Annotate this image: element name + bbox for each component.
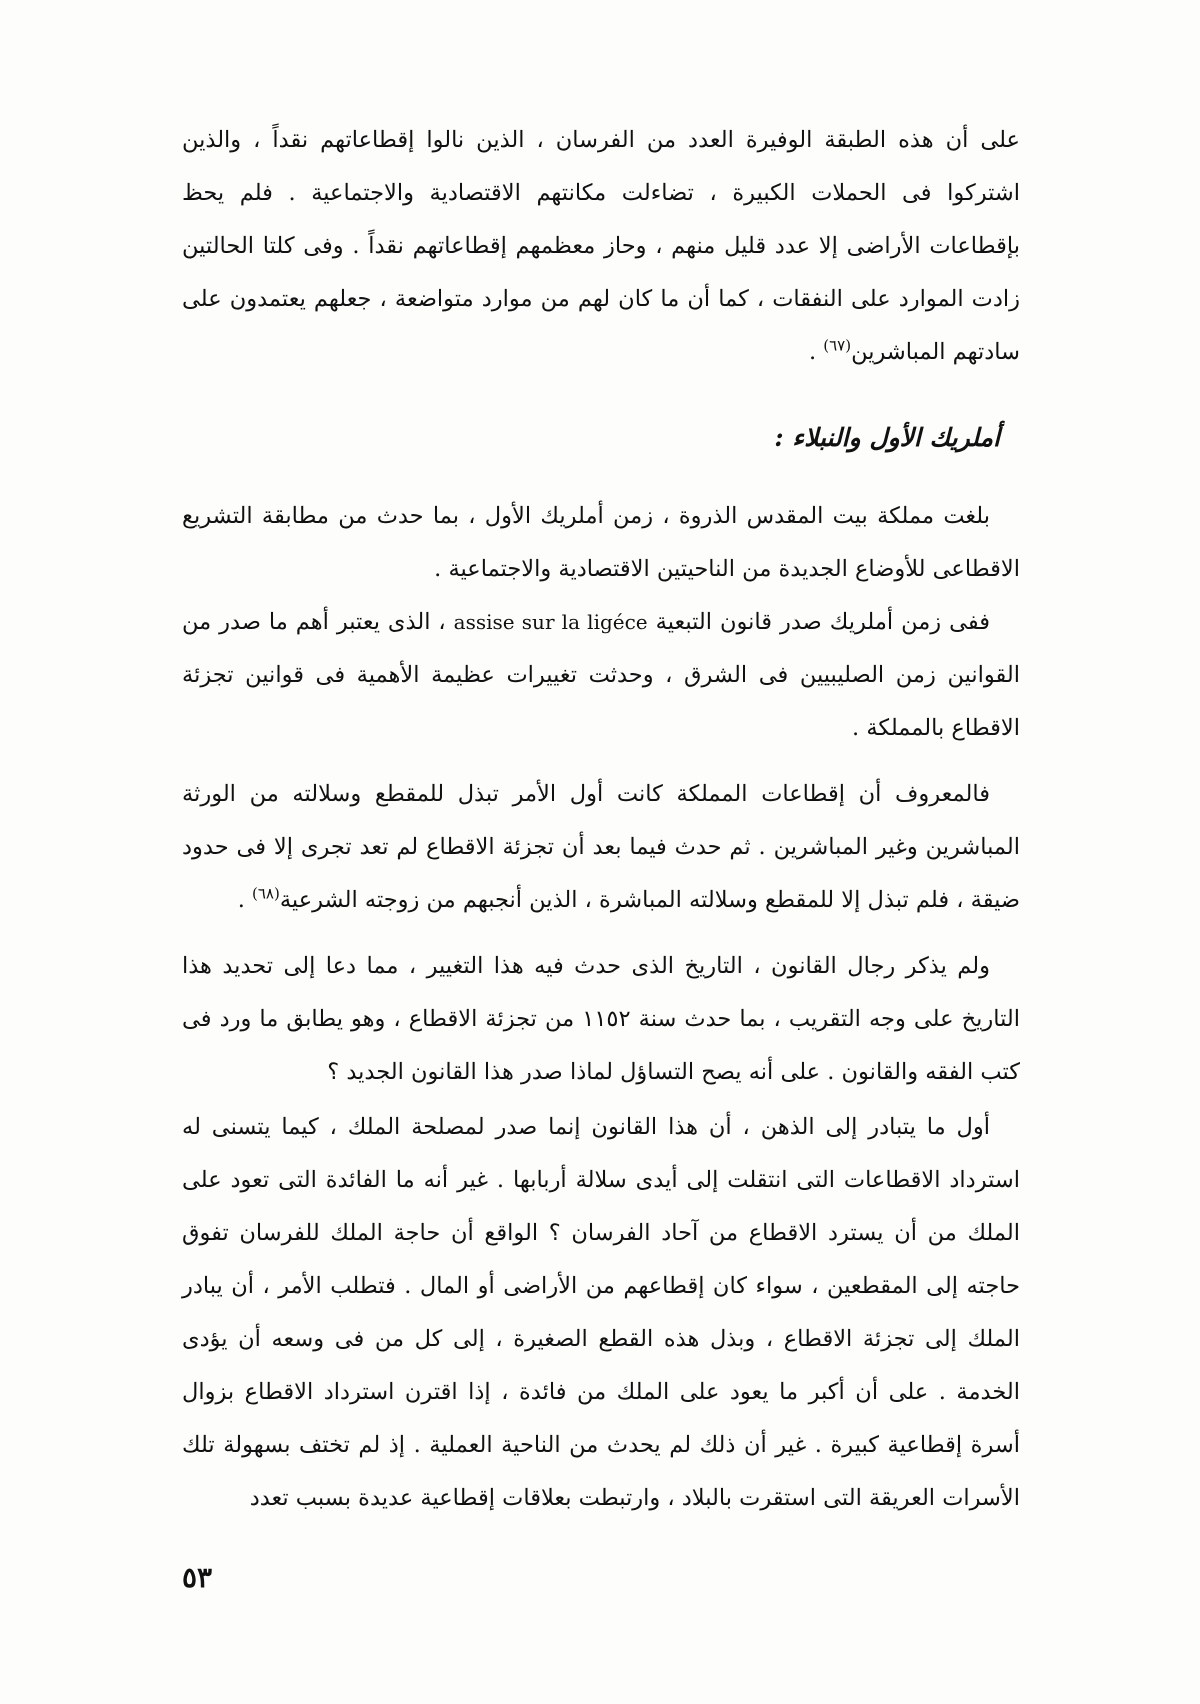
paragraph-4-end: . [237,887,253,913]
paragraph-3-text-end: ، الذى يعتبر أهم ما صدر من القوانين زمن الصليبيين فى الشرق ، وحدثت تغييرات عظيمة الأهمية فى قوانين تجزئة الاقطاع بالمملكة . [182,609,1020,741]
paragraph-6: أول ما يتبادر إلى الذهن ، أن هذا القانون إنما صدر لمصلحة الملك ، كيما يتسنى له استرداد الاقطاعات التى انتقلت إلى أيدى سلالة أربابها . غير أنه ما الفائدة التى تعود على الملك من أن يسترد الاقطاع من آحاد الفرسان ؟ الواقع أن حاجة الملك للفرسان تفوق حاجته إلى المقطعين ، سواء كان إقطاعهم من الأراضى أو المال . فتطلب الأمر ، أن يبادر الملك إلى تجزئة الاقطاع ، وبذل هذه القطع الصغيرة ، إلى كل من فى وسعه أن يؤدى الخدمة . على أن أكبر ما يعود على الملك من فائدة ، إذا اقترن استرداد الاقطاع بزوال أسرة إقطاعية كبيرة . غير أن ذلك لم يحدث من الناحية العملية . إذ لم تختف بسهولة تلك الأسرات العريقة التى استقرت بالبلاد ، وارتبطت بعلاقات إقطاعية عديدة بسبب تعدد [182,1114,1020,1511]
paragraph-1-text: على أن هذه الطبقة الوفيرة العدد من الفرسان ، الذين نالوا إقطاعاتهم نقداً ، والذين اشتركوا فى الحملات الكبيرة ، تضاءلت مكانتهم الاقتصادية والاجتماعية . فلم يحظ بإقطاعات الأراضى إلا عدد قليل منهم ، وحاز معظمهم إقطاعاتهم نقداً . وفى كلتا الحالتين زادت الموارد على النفقات ، كما أن ما كان لهم من موارد متواضعة ، جعلهم يعتمدون على سادتهم المباشرين [182,127,1020,365]
footnote-marker-68: (٦٨) [252,884,280,903]
footnote-marker-67: (٦٧) [823,336,852,355]
paragraph-5: ولم يذكر رجال القانون ، التاريخ الذى حدث فيه هذا التغيير ، مما دعا إلى تحديد هذا التاريخ على وجه التقريب ، بما حدث سنة ١١٥٢ من تجزئة الاقطاع ، وهو يطابق ما ورد فى كتب الفقه والقانون . على أنه يصح التساؤل لماذا صدر هذا القانون الجديد ؟ [182,953,1020,1085]
paragraph-3-text-start: ففى زمن أملريك صدر قانون التبعية [647,609,991,635]
paragraph-1-end: . [808,339,824,365]
latin-term: assise sur la ligéce [453,610,648,634]
paragraph-4-text: فالمعروف أن إقطاعات المملكة كانت أول الأمر تبذل للمقطع وسلالته من الورثة المباشرين وغير المباشرين . ثم حدث فيما بعد أن تجزئة الاقطاع لم تعد تجرى إلا فى حدود ضيقة ، فلم تبذل إلا للمقطع وسلالته المباشرة ، الذين أنجبهم من زوجته الشرعية [182,781,1020,913]
paragraph-1 [182,114,1020,379]
paragraph-4 [182,768,1020,927]
page-number: ٥٣ [182,1561,213,1594]
paragraph-3 [182,596,1020,755]
paragraph-2: بلغت مملكة بيت المقدس الذروة ، زمن أملريك الأول ، بما حدث من مطابقة التشريع الاقطاعى للأوضاع الجديدة من الناحيتين الاقتصادية والاجتماعية . [182,503,1020,582]
section-heading: أملريك الأول والنبلاء : [774,423,1000,452]
